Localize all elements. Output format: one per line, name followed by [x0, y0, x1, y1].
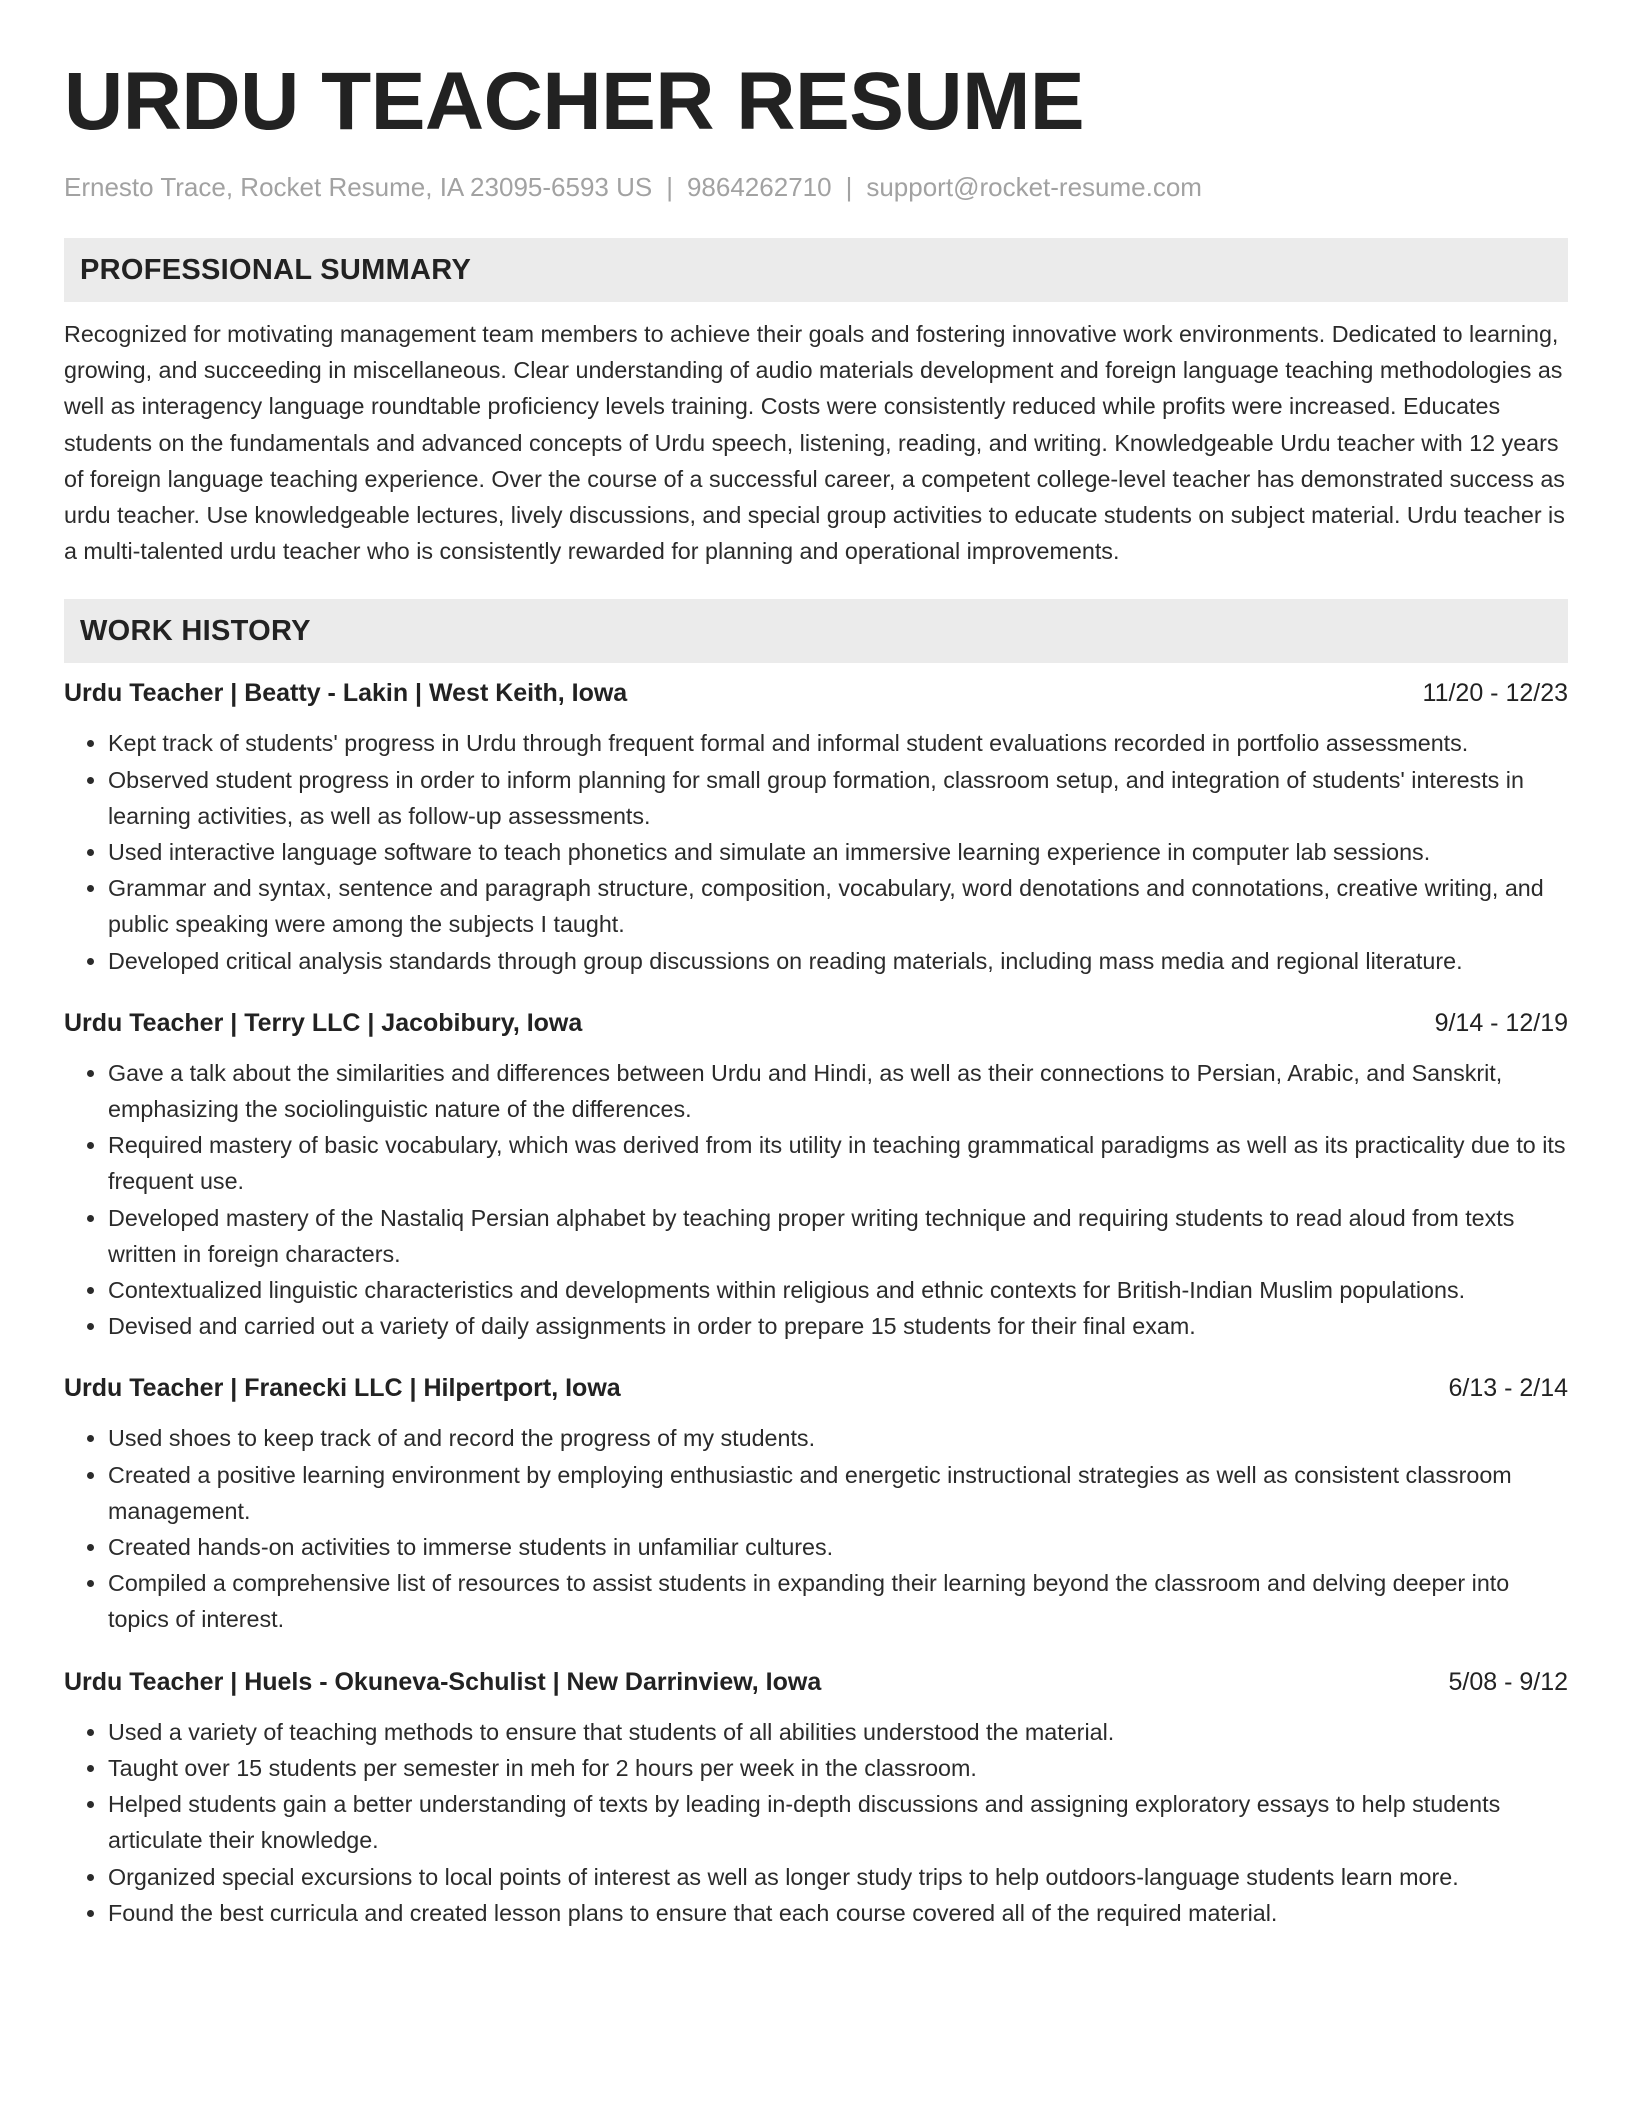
job-header [64, 1005, 1568, 1041]
job-bullet: • Developed mastery of the Nastaliq Persian alphabet by teaching proper writing technique and requiring students to read aloud from texts written in foreign characters. [108, 1200, 1568, 1272]
job-bullet: • Observed student progress in order to inform planning for small group formation, classroom setup, and integration of students' interests in learning activities, as well as follow-up assessments. [108, 762, 1568, 834]
job-title: Urdu Teacher | Franecki LLC | Hilpertport, Iowa [64, 1374, 621, 1403]
job-dates: 6/13 - 2/14 [1448, 1374, 1568, 1403]
job-bullet: • Developed critical analysis standards through group discussions on reading materials, including mass media and regional literature. [108, 943, 1568, 979]
job-bullet: • Found the best curricula and created lesson plans to ensure that each course covered all of the required material. [108, 1895, 1568, 1931]
professional-summary-text: Recognized for motivating management team members to achieve their goals and fostering innovative work environments. Dedicated to learning, growing, and succeeding in miscellaneous. Clear understanding of audio materials development and foreign language teaching methodologies as well as interagency language roundtable proficiency levels training. Costs were consistently reduced while profits were increased. Educates students on the fundamentals and advanced concepts of Urdu speech, listening, reading, and writing. Knowledgeable Urdu teacher with 12 years of foreign language teaching experience. Over the course of a successful career, a competent college-level teacher has demonstrated success as urdu teacher. Use knowledgeable lectures, lively discussions, and special group activities to educate students on subject material. Urdu teacher is a multi-talented urdu teacher who is consistently rewarded for planning and operational improvements. [64, 321, 1565, 565]
job-dates: 11/20 - 12/23 [1422, 679, 1568, 708]
job-bullet: • Contextualized linguistic characteristics and developments within religious and ethnic contexts for British-Indian Muslim populations. [108, 1272, 1568, 1308]
job-title: Urdu Teacher | Huels - Okuneva-Schulist | New Darrinview, Iowa [64, 1667, 822, 1696]
resume-title: URDU TEACHER RESUME [64, 56, 1085, 147]
job-entry [64, 1370, 1568, 1637]
contact-address: Ernesto Trace, Rocket Resume, IA 23095-6593 US [64, 172, 653, 202]
contact-separator: | [845, 172, 853, 202]
work-history-heading: WORK HISTORY [64, 599, 1568, 663]
job-entry [64, 1664, 1568, 1931]
job-dates: 9/14 - 12/19 [1434, 1008, 1568, 1037]
professional-summary-heading: PROFESSIONAL SUMMARY [64, 238, 1568, 302]
job-bullet: • Grammar and syntax, sentence and paragraph structure, composition, vocabulary, word denotations and connotations, creative writing, and public speaking were among the subjects I taught. [108, 870, 1568, 942]
contact-email: support@rocket-resume.com [866, 172, 1202, 202]
job-entry [64, 1005, 1568, 1345]
job-title: Urdu Teacher | Terry LLC | Jacobibury, Iowa [64, 1008, 583, 1037]
job-bullet: • Required mastery of basic vocabulary, which was derived from its utility in teaching grammatical paradigms as well as its practicality due to its frequent use. [108, 1127, 1568, 1199]
job-header [64, 675, 1568, 711]
job-bullet: • Used interactive language software to teach phonetics and simulate an immersive learning experience in computer lab sessions. [108, 834, 1568, 870]
job-dates: 5/08 - 9/12 [1448, 1667, 1568, 1696]
contact-separator: | [666, 172, 673, 202]
job-bullet: • Devised and carried out a variety of daily assignments in order to prepare 15 students for their final exam. [108, 1308, 1568, 1344]
job-bullet-list [64, 725, 1568, 978]
job-bullet: • Gave a talk about the similarities and differences between Urdu and Hindi, as well as their connections to Persian, Arabic, and Sanskrit, emphasizing the sociolinguistic nature of the differences. [108, 1055, 1568, 1127]
job-header [64, 1664, 1568, 1700]
job-bullet: • Taught over 15 students per semester in meh for 2 hours per week in the classroom. [108, 1750, 1568, 1786]
contact-phone: 9864262710 [686, 172, 832, 202]
job-bullet: • Created a positive learning environment by employing enthusiastic and energetic instructional strategies as well as consistent classroom management. [108, 1457, 1568, 1529]
job-bullet: • Used shoes to keep track of and record the progress of my students. [108, 1420, 1568, 1456]
job-header [64, 1370, 1568, 1406]
job-bullet: • Organized special excursions to local points of interest as well as longer study trips to help outdoors-language students learn more. [108, 1859, 1568, 1895]
job-bullet-list [64, 1714, 1568, 1931]
job-bullet: • Created hands-on activities to immerse students in unfamiliar cultures. [108, 1529, 1568, 1565]
work-history-list [64, 675, 1568, 1930]
job-bullet-list [64, 1055, 1568, 1345]
job-entry [64, 675, 1568, 978]
job-bullet: • Kept track of students' progress in Urdu through frequent formal and informal student evaluations recorded in portfolio assessments. [108, 725, 1568, 761]
job-bullet: • Compiled a comprehensive list of resources to assist students in expanding their learning beyond the classroom and delving deeper into topics of interest. [108, 1565, 1568, 1637]
job-bullet-list [64, 1420, 1568, 1637]
job-bullet: • Used a variety of teaching methods to ensure that students of all abilities understood the material. [108, 1714, 1568, 1750]
job-bullet: • Helped students gain a better understanding of texts by leading in-depth discussions and assigning exploratory essays to help students articulate their knowledge. [108, 1786, 1568, 1858]
job-title: Urdu Teacher | Beatty - Lakin | West Keith, Iowa [64, 679, 628, 708]
contact-line [64, 170, 1568, 204]
